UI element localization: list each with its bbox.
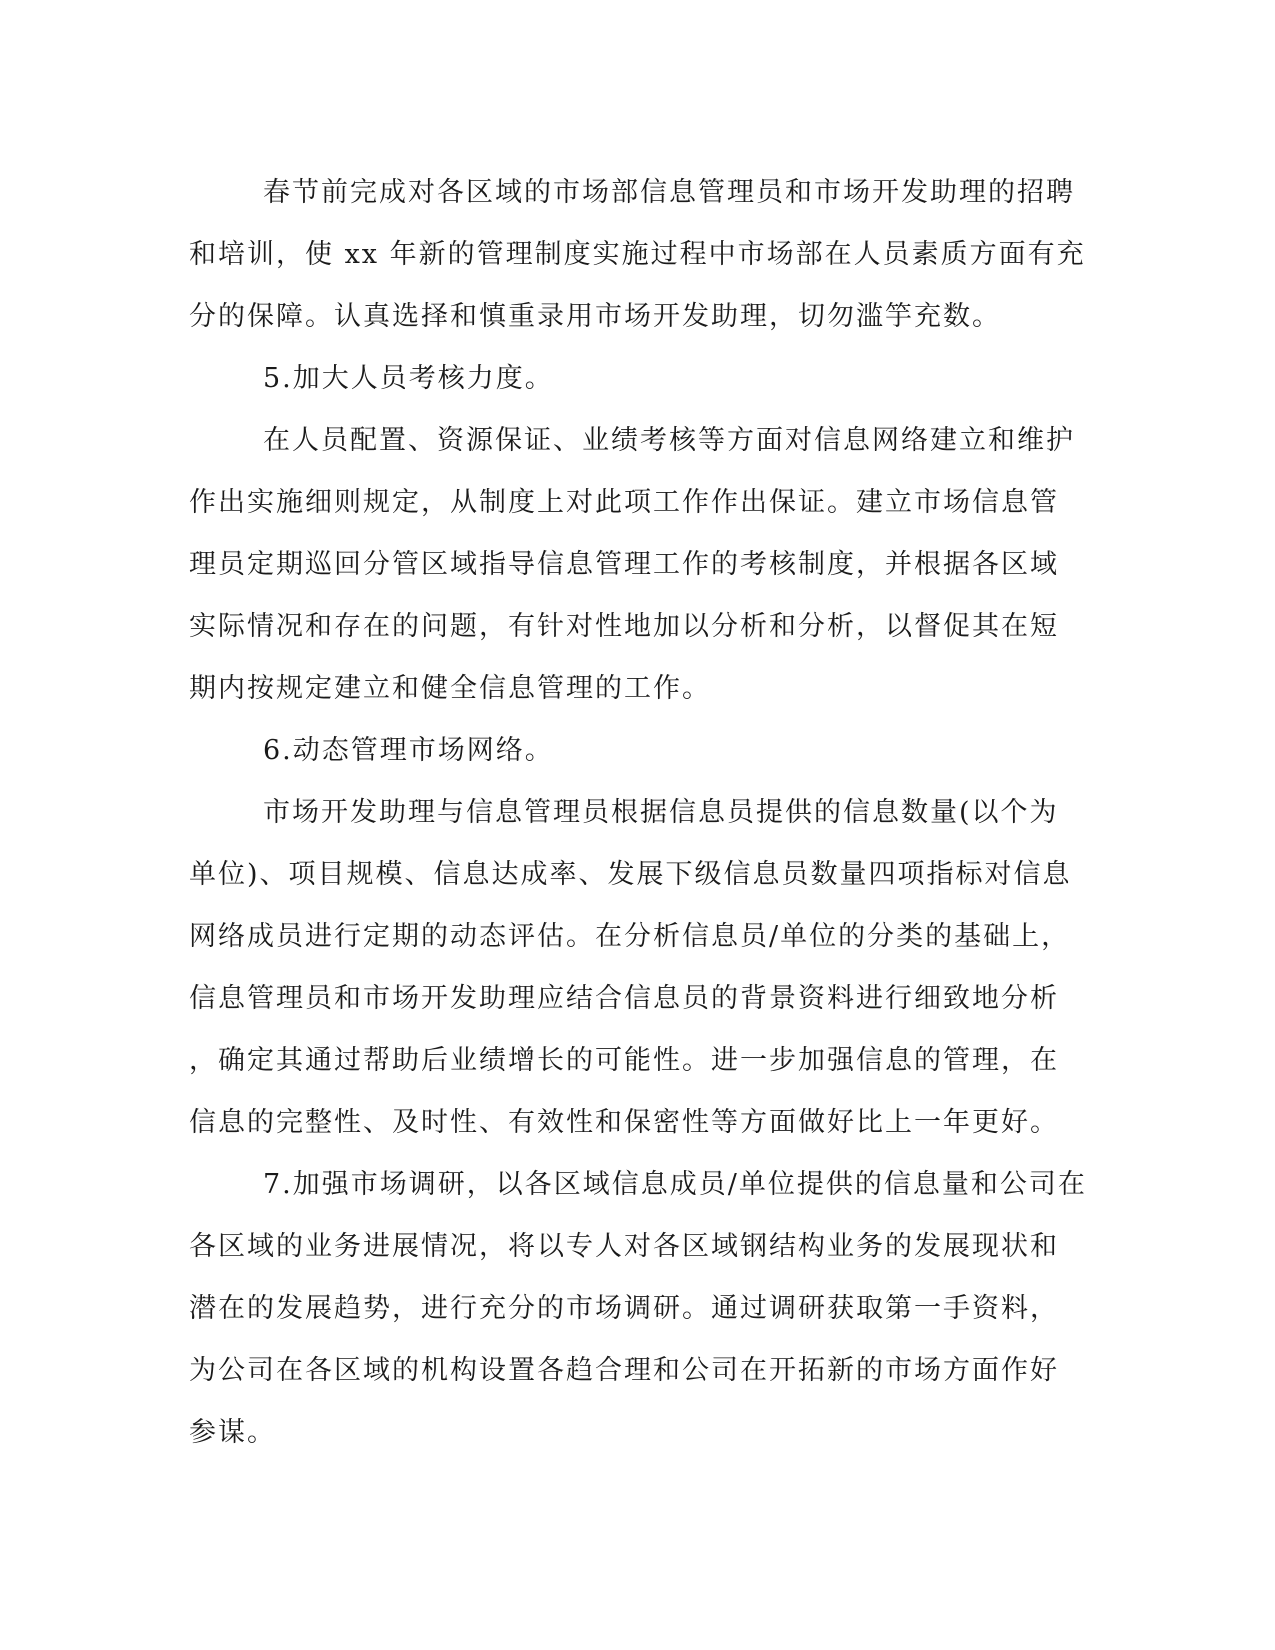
- text-line: 分的保障。认真选择和慎重录用市场开发助理，切勿滥竽充数。: [189, 301, 1001, 332]
- text-line: 参谋。: [189, 1417, 276, 1448]
- text-line: 潜在的发展趋势，进行充分的市场调研。通过调研获取第一手资料，: [189, 1293, 1059, 1324]
- text-line: 理员定期巡回分管区域指导信息管理工作的考核制度，并根据各区域: [189, 549, 1059, 580]
- text-line: 作出实施细则规定，从制度上对此项工作作出保证。建立市场信息管: [189, 487, 1059, 518]
- text-line: 实际情况和存在的问题，有针对性地加以分析和分析，以督促其在短: [189, 611, 1059, 642]
- text-line: ，确定其通过帮助后业绩增长的可能性。进一步加强信息的管理，在: [189, 1045, 1059, 1076]
- text-line: 期内按规定建立和健全信息管理的工作。: [189, 673, 711, 704]
- text-line: 在人员配置、资源保证、业绩考核等方面对信息网络建立和维护: [263, 425, 1075, 456]
- text-line: 各区域的业务进展情况，将以专人对各区域钢结构业务的发展现状和: [189, 1231, 1059, 1262]
- text-line: 信息管理员和市场开发助理应结合信息员的背景资料进行细致地分析: [189, 983, 1059, 1014]
- section-heading: 6.动态管理市场网络。: [263, 735, 554, 766]
- text-line: 信息的完整性、及时性、有效性和保密性等方面做好比上一年更好。: [189, 1107, 1059, 1138]
- section-heading: 7.加强市场调研，以各区域信息成员/单位提供的信息量和公司在: [263, 1169, 1087, 1200]
- document-body: [189, 162, 1087, 1464]
- text-line: 和培训，使 xx 年新的管理制度实施过程中市场部在人员素质方面有充: [189, 239, 1086, 270]
- text-line: 市场开发助理与信息管理员根据信息员提供的信息数量(以个为: [263, 797, 1059, 828]
- section-heading: 5.加大人员考核力度。: [263, 363, 554, 394]
- text-line: 为公司在各区域的机构设置各趋合理和公司在开拓新的市场方面作好: [189, 1355, 1059, 1386]
- text-line: 春节前完成对各区域的市场部信息管理员和市场开发助理的招聘: [263, 177, 1075, 208]
- text-line: 单位)、项目规模、信息达成率、发展下级信息员数量四项指标对信息: [189, 859, 1072, 890]
- text-line: 网络成员进行定期的动态评估。在分析信息员/单位的分类的基础上，: [189, 921, 1071, 952]
